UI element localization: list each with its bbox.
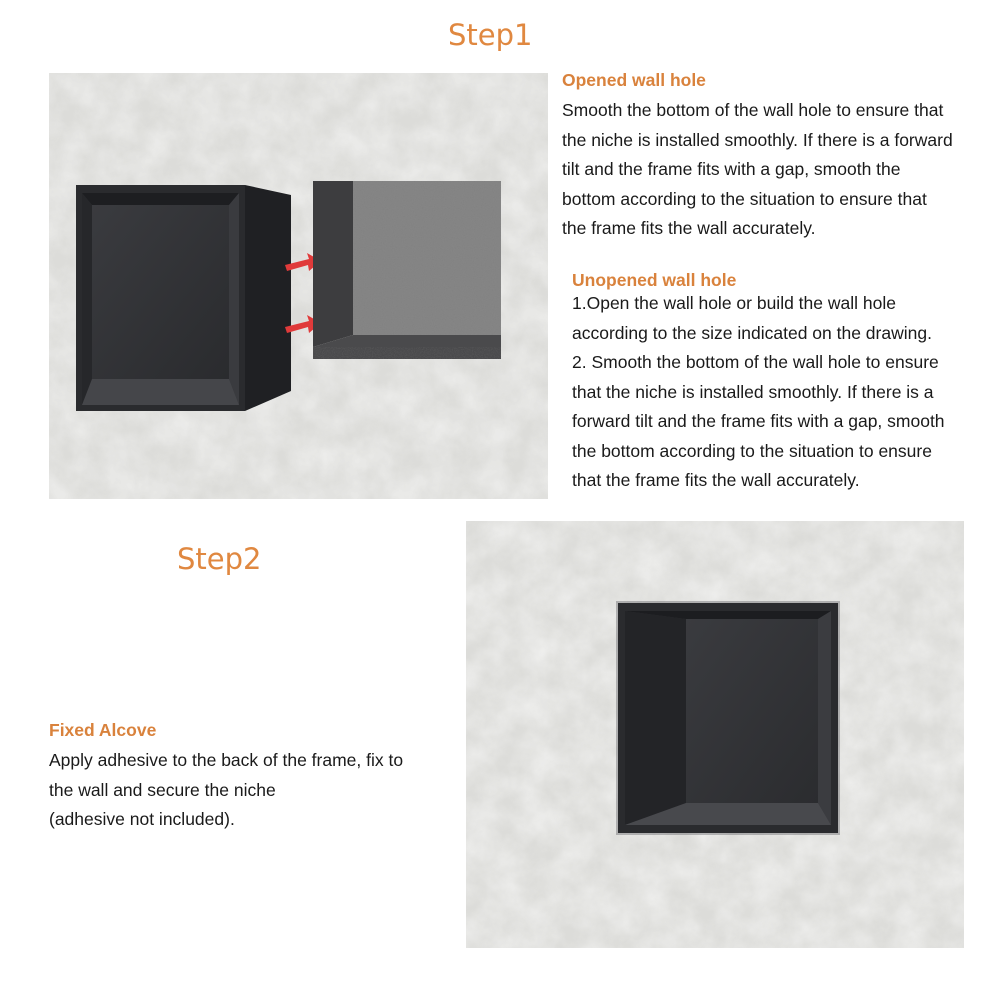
text-line: (adhesive not included). <box>49 809 235 829</box>
text-line: the bottom according to the situation to ensure <box>572 440 932 461</box>
opened-wall-hole-text <box>562 96 998 244</box>
wall-hole-block <box>313 181 501 359</box>
step1-illustration <box>49 73 548 499</box>
text-line: Apply adhesive to the back of the frame, fix to <box>49 750 404 770</box>
text-line: 2. Smooth the bottom of the wall hole to ensure <box>572 352 939 372</box>
opened-wall-hole-heading: Opened wall hole <box>562 70 706 90</box>
text-line: 1.Open the wall hole or build the wall hole <box>572 293 896 313</box>
unopened-wall-hole-heading: Unopened wall hole <box>572 270 737 290</box>
text-line: Smooth the bottom of the wall hole to ensure that <box>562 100 944 120</box>
fixed-alcove-heading: Fixed Alcove <box>49 720 157 740</box>
text-line: the wall and secure the niche <box>49 779 276 800</box>
text-line: the frame fits the wall accurately. <box>562 218 816 238</box>
fixed-alcove-text <box>49 746 459 835</box>
text-line: according to the size indicated on the drawing. <box>572 322 932 343</box>
text-line: tilt and the frame fits with a gap, smooth the <box>562 159 901 179</box>
text-line: bottom according to the situation to ensure that <box>562 188 927 209</box>
step2-illustration <box>466 521 964 948</box>
text-line: that the niche is installed smoothly. If there is a <box>572 381 934 402</box>
niche-box <box>76 185 291 411</box>
unopened-wall-hole-text <box>572 289 992 496</box>
installed-niche <box>616 601 840 835</box>
text-line: forward tilt and the frame fits with a gap, smooth <box>572 411 945 431</box>
text-line: that the frame fits the wall accurately. <box>572 470 860 490</box>
step2-title: Step2 <box>177 542 262 576</box>
text-line: the niche is installed smoothly. If there is a forward <box>562 129 953 150</box>
step1-title: Step1 <box>448 18 533 52</box>
